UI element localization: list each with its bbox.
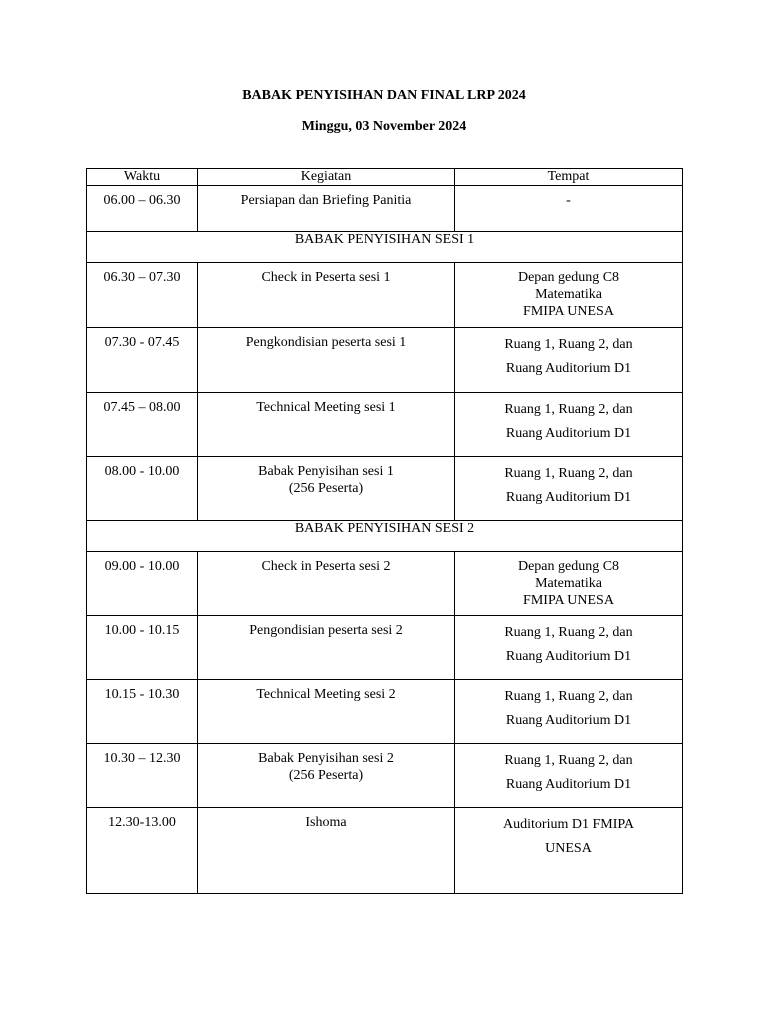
header-waktu: Waktu bbox=[87, 169, 198, 186]
table-row bbox=[87, 744, 683, 808]
activity-line: Check in Peserta sesi 1 bbox=[261, 270, 391, 285]
table-row bbox=[87, 616, 683, 680]
place-line: Ruang 1, Ruang 2, dan bbox=[504, 402, 633, 417]
header-tempat: Tempat bbox=[455, 169, 683, 186]
place-line: Ruang Auditorium D1 bbox=[505, 777, 632, 792]
table-header-row bbox=[87, 169, 683, 186]
place-line: Depan gedung C8 bbox=[517, 559, 620, 574]
time-cell: 06.00 – 06.30 bbox=[103, 193, 181, 208]
document-title: BABAK PENYISIHAN DAN FINAL LRP 2024 bbox=[242, 88, 526, 103]
session-1-label: BABAK PENYISIHAN SESI 1 bbox=[87, 232, 683, 263]
activity-line: Pengkondisian peserta sesi 1 bbox=[245, 335, 407, 350]
place-line: Ruang Auditorium D1 bbox=[505, 713, 632, 728]
time-cell: 07.45 – 08.00 bbox=[103, 400, 181, 415]
activity-line: Technical Meeting sesi 2 bbox=[256, 687, 396, 702]
table-row bbox=[87, 263, 683, 328]
document-date: Minggu, 03 November 2024 bbox=[301, 119, 467, 134]
place-line: UNESA bbox=[545, 841, 592, 856]
time-cell: 10.00 - 10.15 bbox=[104, 623, 180, 638]
time-cell: 10.30 – 12.30 bbox=[103, 751, 181, 766]
activity-line: Technical Meeting sesi 1 bbox=[256, 400, 396, 415]
activity-line: Babak Penyisihan sesi 1 bbox=[258, 464, 394, 479]
time-cell: 07.30 - 07.45 bbox=[104, 335, 180, 350]
session-row bbox=[87, 232, 683, 263]
activity-line: Persiapan dan Briefing Panitia bbox=[240, 193, 412, 208]
place-line: Ruang 1, Ruang 2, dan bbox=[504, 689, 633, 704]
place-line: Ruang Auditorium D1 bbox=[505, 490, 632, 505]
table-row bbox=[87, 552, 683, 616]
header-kegiatan: Kegiatan bbox=[198, 169, 455, 186]
time-cell: 08.00 - 10.00 bbox=[104, 464, 180, 479]
place-line: Ruang Auditorium D1 bbox=[505, 426, 632, 441]
time-cell: 09.00 - 10.00 bbox=[104, 559, 180, 574]
time-cell: 06.30 – 07.30 bbox=[103, 270, 181, 285]
table-row bbox=[87, 808, 683, 894]
activity-line: Babak Penyisihan sesi 2 bbox=[258, 751, 394, 766]
place-line: Ruang 1, Ruang 2, dan bbox=[504, 466, 633, 481]
place-line: Ruang Auditorium D1 bbox=[505, 649, 632, 664]
activity-line: Pengondisian peserta sesi 2 bbox=[249, 623, 403, 638]
session-2-label: BABAK PENYISIHAN SESI 2 bbox=[87, 521, 683, 552]
place-line: Auditorium D1 FMIPA bbox=[503, 817, 634, 832]
table-row bbox=[87, 328, 683, 393]
place-line: Ruang 1, Ruang 2, dan bbox=[504, 753, 633, 768]
place-line: Ruang Auditorium D1 bbox=[505, 361, 632, 376]
place-line: - bbox=[566, 193, 571, 208]
activity-line: Check in Peserta sesi 2 bbox=[261, 559, 391, 574]
time-cell: 12.30-13.00 bbox=[108, 815, 176, 830]
activity-line: (256 Peserta) bbox=[288, 768, 364, 783]
place-line: FMIPA UNESA bbox=[523, 304, 614, 319]
table-row bbox=[87, 680, 683, 744]
time-cell: 10.15 - 10.30 bbox=[104, 687, 180, 702]
place-line: Ruang 1, Ruang 2, dan bbox=[504, 337, 633, 352]
place-line: Matematika bbox=[535, 287, 602, 302]
session-row bbox=[87, 521, 683, 552]
activity-line: (256 Peserta) bbox=[288, 481, 364, 496]
table-row bbox=[87, 457, 683, 521]
activity-line: Ishoma bbox=[305, 815, 347, 830]
table-row bbox=[87, 393, 683, 457]
place-line: Ruang 1, Ruang 2, dan bbox=[504, 625, 633, 640]
place-line: Matematika bbox=[535, 576, 602, 591]
place-line: Depan gedung C8 bbox=[517, 270, 620, 285]
table-row bbox=[87, 186, 683, 232]
schedule-table bbox=[86, 168, 683, 894]
place-line: FMIPA UNESA bbox=[523, 593, 614, 608]
